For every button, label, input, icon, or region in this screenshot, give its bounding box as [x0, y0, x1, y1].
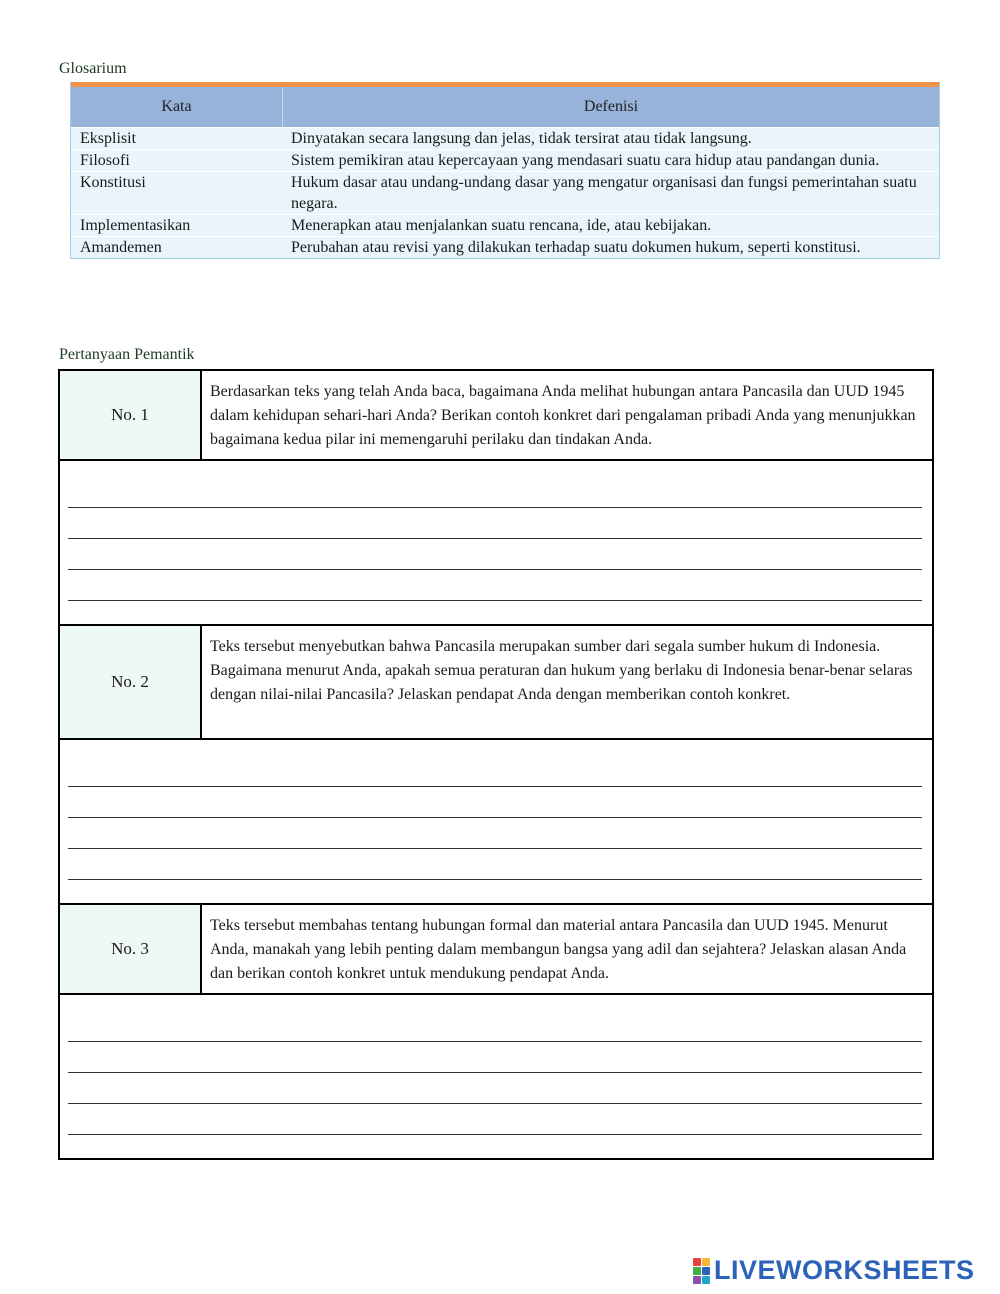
- logo-text: LIVEWORKSHEETS: [714, 1255, 975, 1285]
- answer-area-3[interactable]: [60, 995, 932, 1158]
- question-number: No. 3: [60, 905, 202, 993]
- glossary-definition: Dinyatakan secara langsung dan jelas, tidak tersirat atau tidak langsung.: [291, 130, 752, 147]
- header-definition: Defenisi: [583, 98, 639, 115]
- logo-square: [693, 1276, 701, 1284]
- answer-area-1[interactable]: [60, 461, 932, 626]
- logo-mark-icon: [693, 1258, 710, 1284]
- question-number: No. 2: [60, 626, 202, 738]
- answer-line[interactable]: [68, 1103, 922, 1104]
- question-row-1: [60, 371, 932, 461]
- answer-line[interactable]: [68, 817, 922, 818]
- answer-line[interactable]: [68, 569, 922, 570]
- question-row-2: [60, 626, 932, 740]
- glossary-table: [70, 82, 940, 259]
- answer-line[interactable]: [68, 848, 922, 849]
- glossary-row: [71, 236, 939, 258]
- question-text: Berdasarkan teks yang telah Anda baca, bagaimana Anda melihat hubungan antara Pancasila dan UUD 1945 dalam kehidupan sehari-hari Anda? Berikan contoh konkret dari pengalaman pribadi Anda yang menunjukkan bagaimana kedua pilar ini memengaruhi perilaku dan tindakan Anda.: [210, 383, 916, 448]
- answer-area-2[interactable]: [60, 740, 932, 905]
- glossary-row: [71, 149, 939, 171]
- answer-line[interactable]: [68, 1072, 922, 1073]
- glossary-definition: Menerapkan atau menjalankan suatu rencana, ide, atau kebijakan.: [291, 217, 712, 234]
- answer-line[interactable]: [68, 507, 922, 508]
- glossary-header-row: [71, 87, 939, 127]
- question-row-3: [60, 905, 932, 995]
- answer-line[interactable]: [68, 786, 922, 787]
- logo-square: [693, 1258, 701, 1266]
- glossary-word: Konstitusi: [80, 174, 146, 191]
- glossary-word: Amandemen: [80, 239, 162, 256]
- answer-line[interactable]: [68, 600, 922, 601]
- answer-line[interactable]: [68, 879, 922, 880]
- answer-line[interactable]: [68, 538, 922, 539]
- glossary-definition: Perubahan atau revisi yang dilakukan terhadap suatu dokumen hukum, seperti konstitusi.: [291, 239, 861, 256]
- glossary-definition: Sistem pemikiran atau kepercayaan yang mendasari suatu cara hidup atau pandangan dunia.: [291, 152, 880, 169]
- glossary-row: [71, 214, 939, 236]
- glossary-definition: Hukum dasar atau undang-undang dasar yang mengatur organisasi dan fungsi pemerintahan suatu negara.: [291, 174, 917, 212]
- glossary-word: Filosofi: [80, 152, 130, 169]
- logo-square: [702, 1276, 710, 1284]
- questions-title: Pertanyaan Pemantik: [59, 346, 195, 363]
- question-text: Teks tersebut membahas tentang hubungan formal dan material antara Pancasila dan UUD 1945. Menurut Anda, manakah yang lebih penting dalam membangun bangsa yang adil dan sejahtera? Jelaskan alasan Anda dan berikan contoh konkret untuk mendukung pendapat Anda.: [210, 917, 907, 982]
- glossary-row: [71, 171, 939, 214]
- glossary-word: Implementasikan: [80, 217, 191, 234]
- questions-box: [58, 369, 934, 1160]
- logo-square: [702, 1258, 710, 1266]
- question-text: Teks tersebut menyebutkan bahwa Pancasila merupakan sumber dari segala sumber hukum di Indonesia. Bagaimana menurut Anda, apakah semua peraturan dan hukum yang berlaku di Indonesia benar-benar selaras dengan nilai-nilai Pancasila? Jelaskan pendapat Anda dengan memberikan contoh konkret.: [210, 638, 913, 703]
- header-word: Kata: [71, 87, 283, 127]
- logo-square: [693, 1267, 701, 1275]
- answer-line[interactable]: [68, 1134, 922, 1135]
- glossary-word: Eksplisit: [80, 130, 137, 147]
- liveworksheets-logo: [693, 1255, 975, 1286]
- logo-square: [702, 1267, 710, 1275]
- glossary-title: Glosarium: [59, 60, 127, 77]
- question-number: No. 1: [60, 371, 202, 459]
- answer-line[interactable]: [68, 1041, 922, 1042]
- glossary-row: [71, 127, 939, 149]
